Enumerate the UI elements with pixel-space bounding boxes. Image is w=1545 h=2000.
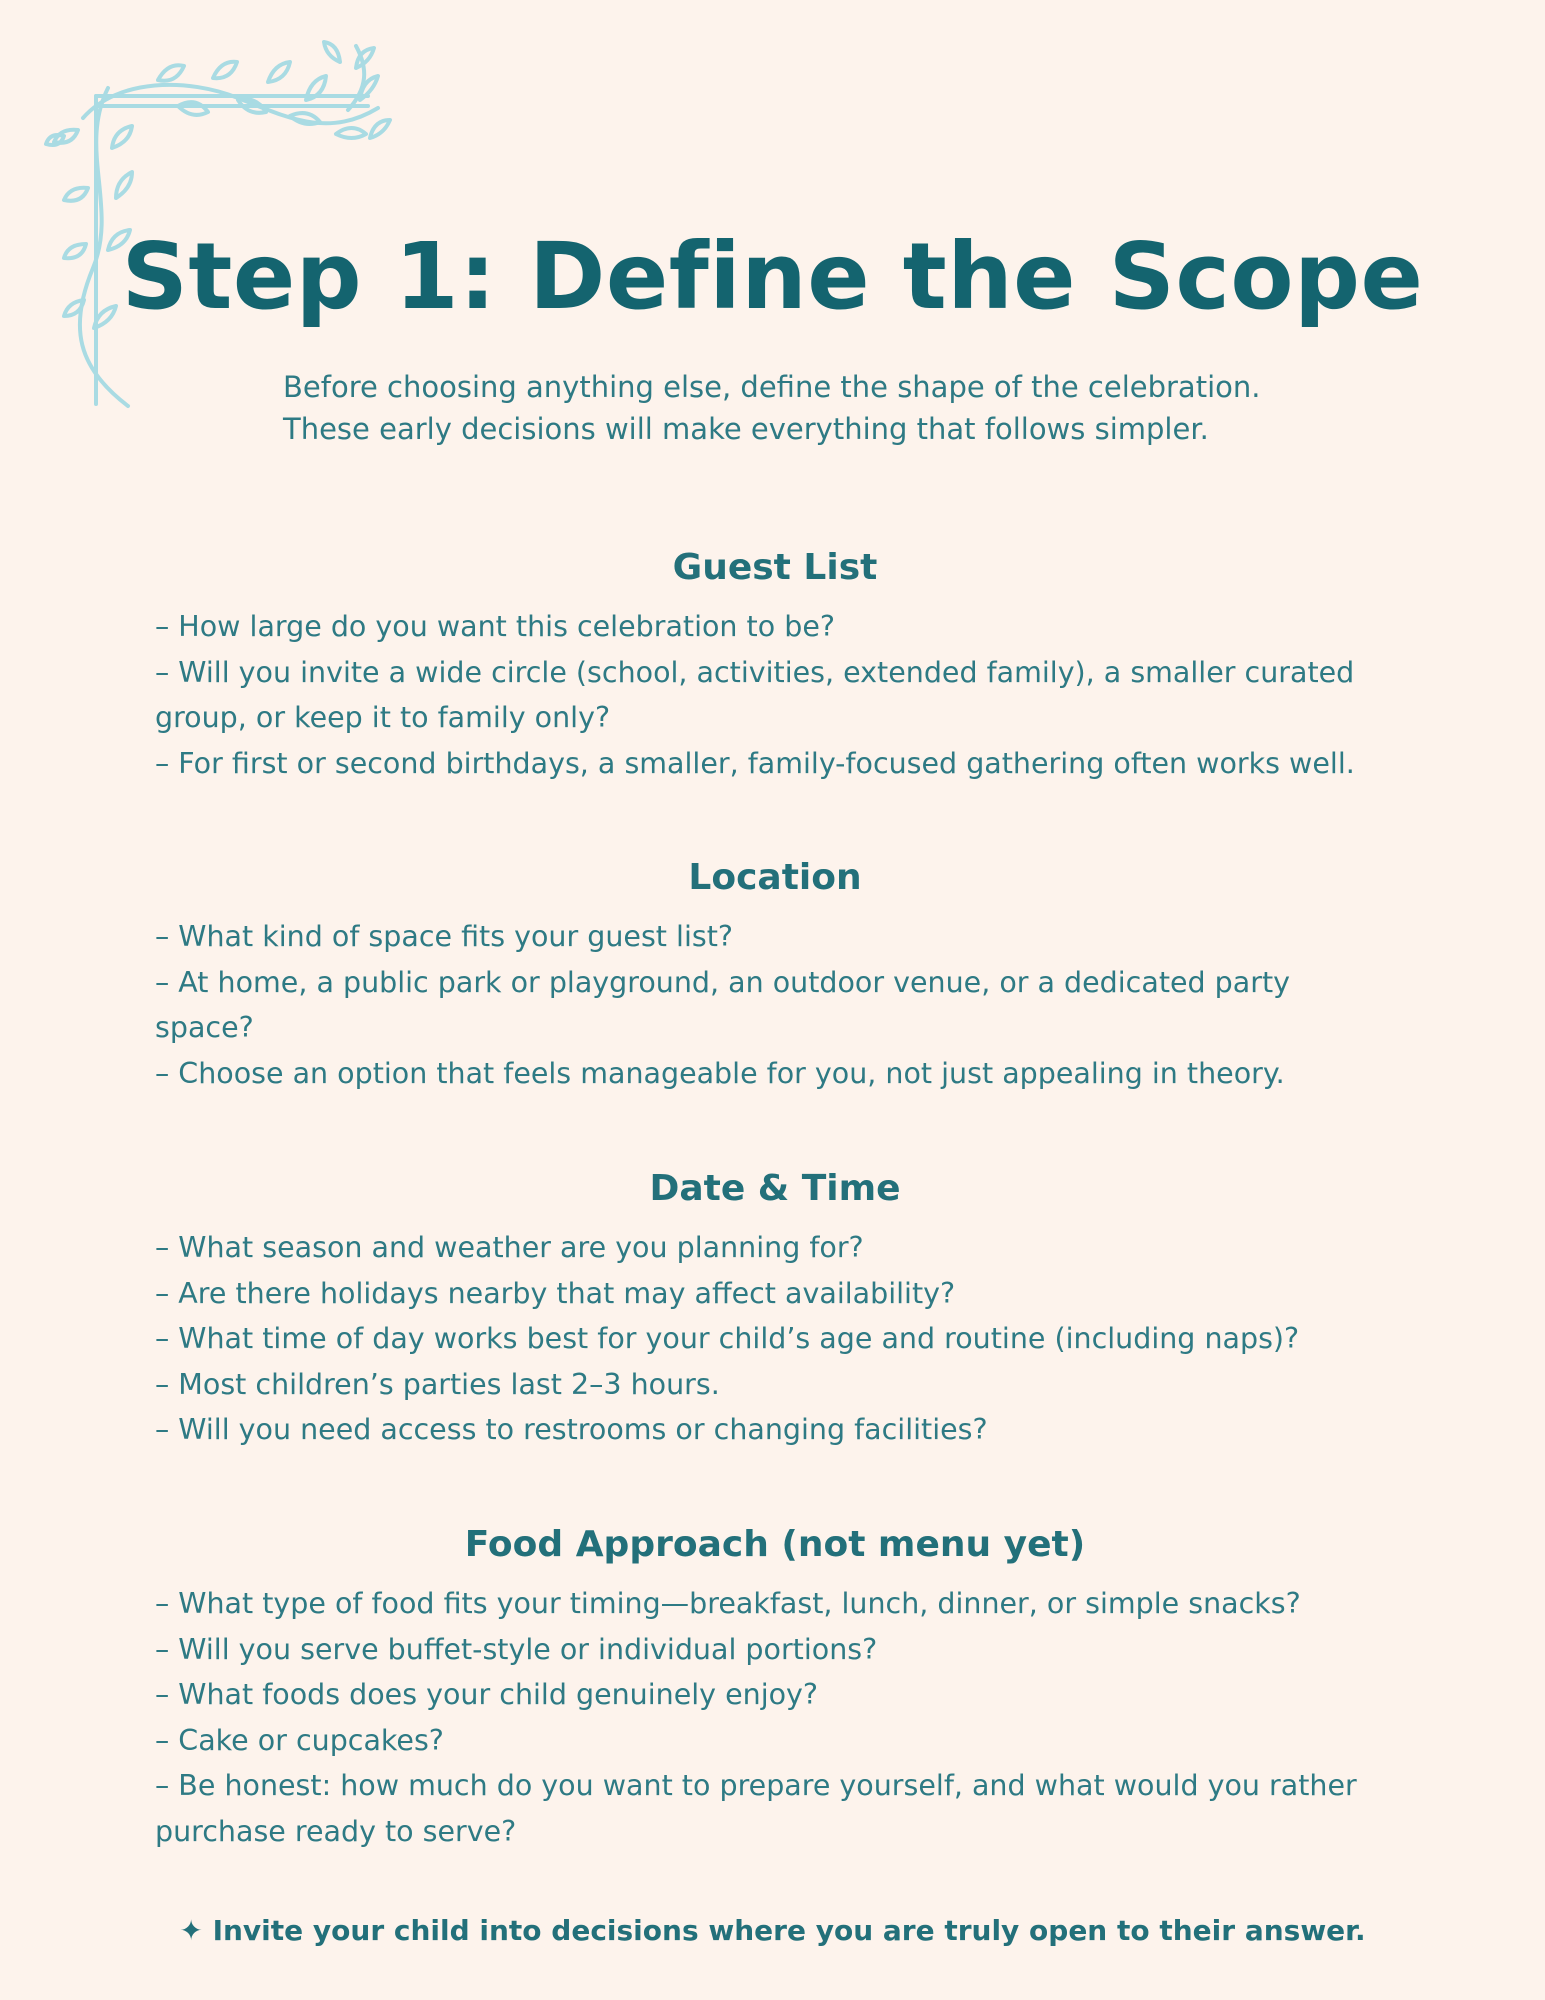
bullet-list — [155, 604, 1395, 786]
list-item: – Will you invite a wide circle (school, activities, extended family), a smaller curated group, or keep it to family only? — [155, 655, 1355, 734]
list-item: – What foods does your child genuinely enjoy? — [155, 1678, 819, 1711]
section-heading: Location — [688, 857, 862, 898]
list-item: – What kind of space fits your guest list? — [155, 920, 734, 953]
list-item: – Cake or cupcakes? — [155, 1723, 444, 1757]
list-item: – At home, a public park or playground, an outdoor venue, or a dedicated party space? — [155, 965, 1290, 1044]
section-heading: Date & Time — [649, 1168, 901, 1209]
list-item: – Be honest: how much do you want to prepare yourself, and what would you rather purchase ready to serve? — [155, 1769, 1357, 1848]
list-item: – Are there holidays nearby that may affect availability? — [155, 1276, 956, 1310]
list-item: – Will you need access to restrooms or changing facilities? — [155, 1413, 988, 1446]
bullet-list — [155, 1225, 1395, 1453]
page-title: Step 1: Define the Scope — [121, 223, 1424, 330]
list-item: – What type of food fits your timing—breakfast, lunch, dinner, or simple snacks? — [155, 1587, 1301, 1620]
section-food-approach — [155, 1523, 1395, 1854]
bullet-list — [155, 1581, 1395, 1854]
bullet-list — [155, 914, 1395, 1096]
footer-tip: ✦ Invite your child into decisions where you are truly open to their answer. — [179, 1914, 1366, 1947]
intro-line: Before choosing anything else, define the shape of the celebration. — [283, 370, 1261, 404]
list-item: – Will you serve buffet-style or individual portions? — [155, 1632, 878, 1666]
list-item: – How large do you want this celebration to be? — [155, 610, 835, 643]
section-date-time — [155, 1167, 1395, 1453]
list-item: – What season and weather are you planning for? — [155, 1231, 864, 1264]
intro-text — [283, 366, 1383, 450]
section-heading: Guest List — [672, 547, 878, 588]
list-item: – What time of day works best for your child’s age and routine (including naps)? — [155, 1322, 1300, 1355]
list-item: – Choose an option that feels manageable for you, not just appealing in theory. — [155, 1056, 1285, 1090]
section-guest-list — [155, 546, 1395, 786]
intro-line: These early decisions will make everything that follows simpler. — [283, 412, 1209, 446]
section-heading: Food Approach (not menu yet) — [464, 1524, 1086, 1565]
section-location — [155, 856, 1395, 1096]
list-item: – For first or second birthdays, a smaller, family-focused gathering often works well. — [155, 746, 1355, 780]
list-item: – Most children’s parties last 2–3 hours. — [155, 1367, 720, 1401]
